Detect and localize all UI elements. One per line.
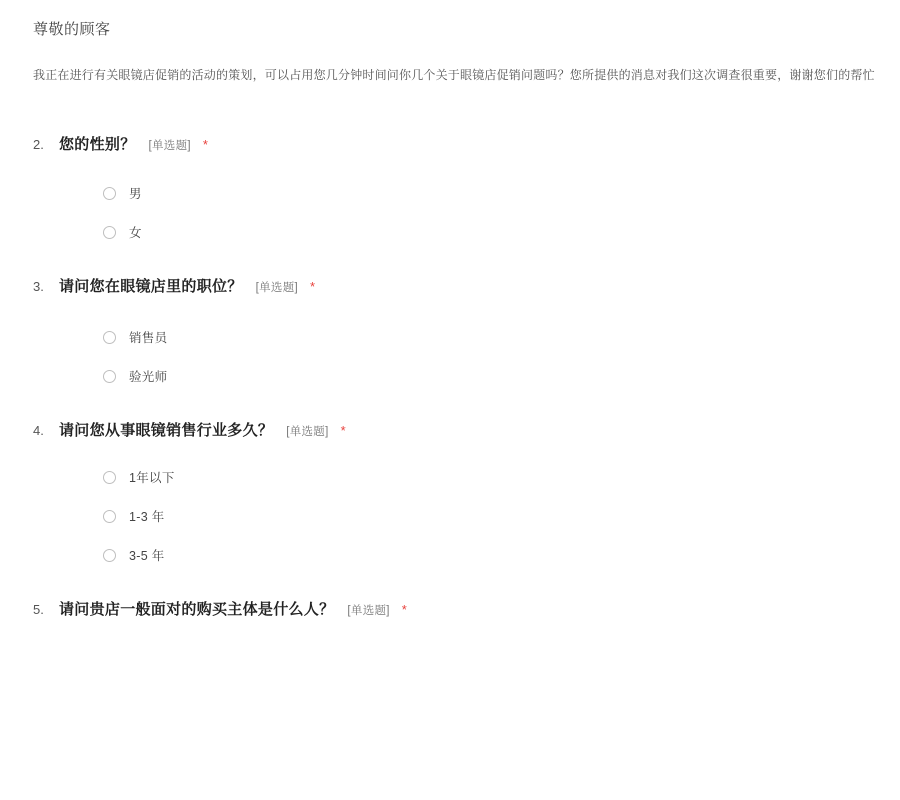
option-label: 男: [129, 187, 142, 202]
question-type-label: [单选题]: [255, 282, 298, 295]
option-label: 女: [129, 226, 142, 241]
radio-icon[interactable]: [103, 370, 116, 383]
option-label: 销售员: [129, 331, 168, 346]
radio-icon[interactable]: [103, 187, 116, 200]
question-number: 4.: [33, 423, 44, 439]
radio-icon[interactable]: [103, 549, 116, 562]
question-block: [33, 598, 872, 619]
question-title: 您的性别？: [59, 136, 136, 154]
option-label: 1-3 年: [129, 510, 165, 525]
option-list: [33, 468, 872, 564]
question-block: [33, 275, 872, 385]
question-header: [33, 419, 872, 440]
option-item[interactable]: [103, 468, 872, 486]
question-header: [33, 133, 872, 154]
question-title: 请问您从事眼镜销售行业多久？: [59, 422, 274, 440]
option-list: [33, 328, 872, 385]
option-list: [33, 184, 872, 241]
option-item[interactable]: [103, 184, 872, 202]
question-type-label: [单选题]: [286, 426, 329, 439]
question-number: 5.: [33, 602, 44, 618]
question-number: 3.: [33, 279, 44, 295]
option-label: 1年以下: [129, 471, 175, 486]
required-asterisk: *: [310, 279, 316, 295]
survey-intro-text: 我正在进行有关眼镜店促销的活动的策划，可以占用您几分钟时间问你几个关于眼镜店促销问题吗？您所提供的消息对我们这次调查很重要，谢谢您们的帮忙: [33, 68, 875, 82]
option-label: 3-5 年: [129, 549, 165, 564]
option-item[interactable]: [103, 328, 872, 346]
page-title: 尊敬的顾客: [33, 21, 111, 38]
option-item[interactable]: [103, 223, 872, 241]
question-block: [33, 133, 872, 241]
question-number: 2.: [33, 137, 44, 153]
option-item[interactable]: [103, 546, 872, 564]
question-title: 请问贵店一般面对的购买主体是什么人？: [59, 601, 335, 619]
radio-icon[interactable]: [103, 331, 116, 344]
question-header: [33, 275, 872, 296]
required-asterisk: *: [401, 602, 407, 618]
option-item[interactable]: [103, 507, 872, 525]
radio-icon[interactable]: [103, 471, 116, 484]
question-header: [33, 598, 872, 619]
question-type-label: [单选题]: [148, 140, 191, 153]
question-title: 请问您在眼镜店里的职位？: [59, 278, 243, 296]
option-item[interactable]: [103, 367, 872, 385]
required-asterisk: *: [340, 423, 346, 439]
radio-icon[interactable]: [103, 226, 116, 239]
radio-icon[interactable]: [103, 510, 116, 523]
required-asterisk: *: [202, 137, 208, 153]
option-label: 验光师: [129, 370, 168, 385]
question-block: [33, 419, 872, 564]
question-type-label: [单选题]: [347, 605, 390, 618]
